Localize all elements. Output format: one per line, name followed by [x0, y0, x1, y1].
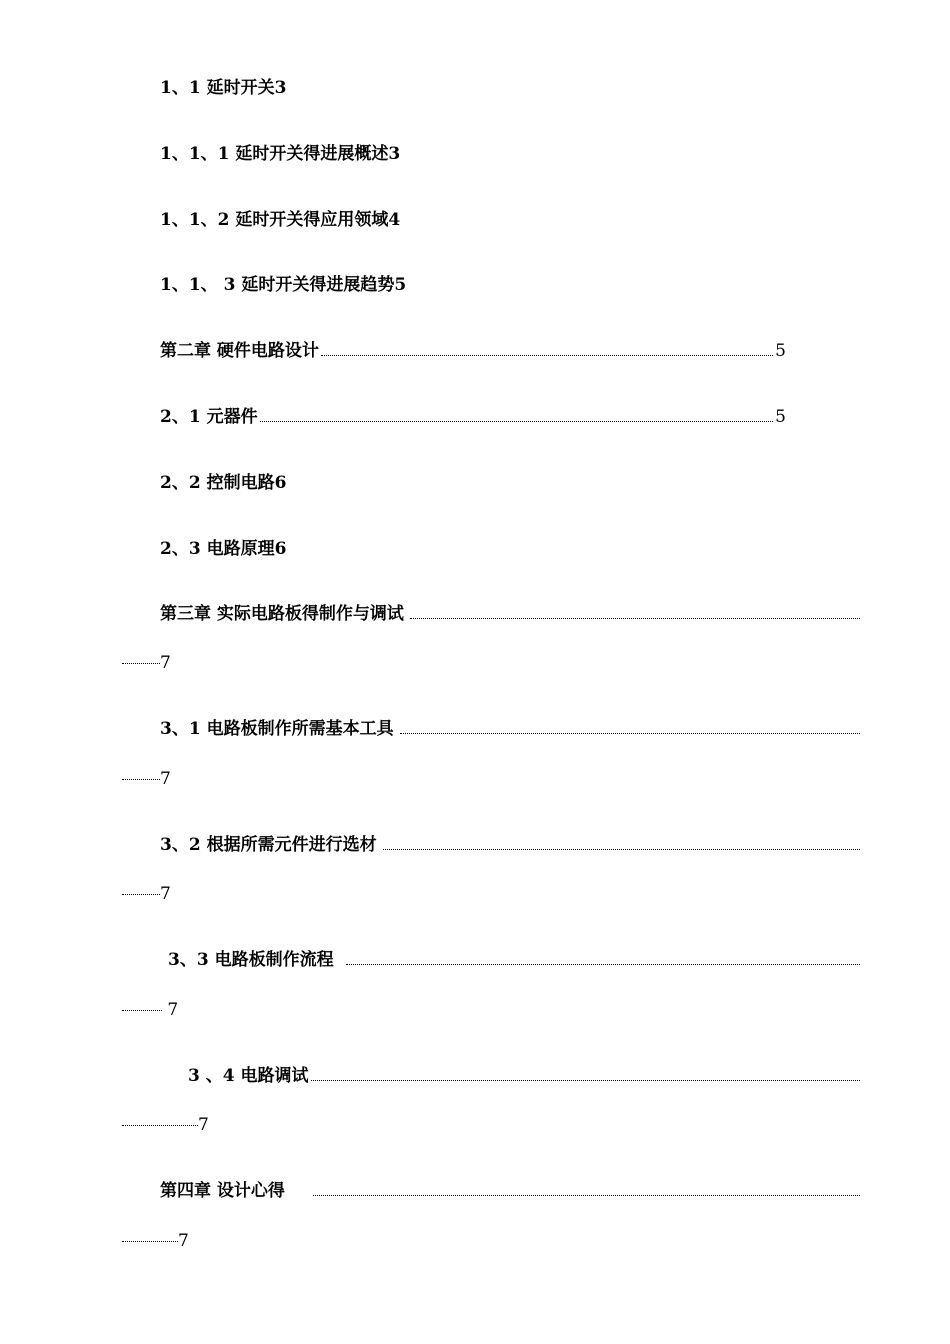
toc-label: 3 、4 电路调试 — [188, 1066, 309, 1086]
toc-entry-3-2 — [160, 834, 860, 856]
toc-continuation — [122, 1230, 189, 1252]
toc-page-number: 7 — [160, 653, 171, 673]
toc-continuation — [122, 768, 171, 790]
toc-continuation — [122, 652, 171, 674]
dot-leader — [122, 1240, 178, 1242]
toc-label: 2、1 元器件 — [160, 407, 258, 427]
toc-label: 3、3 电路板制作流程 — [168, 950, 334, 970]
toc-continuation — [122, 1114, 209, 1136]
toc-label: 第四章 设计心得 — [160, 1181, 285, 1201]
toc-entry-2-1 — [160, 406, 786, 428]
dot-leader — [260, 420, 774, 422]
toc-page-number: 7 — [160, 884, 171, 904]
toc-label: 3、1 电路板制作所需基本工具 — [160, 719, 394, 739]
toc-entry-1-1: 1、1 延时开关3 — [160, 78, 287, 98]
toc-entry-1-1-3: 1、1、 3 延时开关得进展趋势5 — [160, 275, 407, 295]
toc-continuation — [122, 999, 178, 1021]
dot-leader — [346, 963, 860, 965]
toc-entry-1-1-1: 1、1、1 延时开关得进展概述3 — [160, 144, 401, 164]
toc-label: 第二章 硬件电路设计 — [160, 341, 319, 361]
toc-entry-2-3: 2、3 电路原理6 — [160, 539, 287, 559]
toc-entry-chapter-2 — [160, 340, 786, 362]
toc-entry-2-2: 2、2 控制电路6 — [160, 473, 287, 493]
toc-entry-1-1-2: 1、1、2 延时开关得应用领域4 — [160, 210, 401, 230]
dot-leader — [122, 893, 160, 895]
dot-leader — [122, 662, 160, 664]
dot-leader — [311, 1079, 861, 1081]
dot-leader — [410, 617, 860, 619]
dot-leader — [122, 778, 160, 780]
dot-leader — [313, 1194, 860, 1196]
toc-page-number: 7 — [160, 769, 171, 789]
toc-continuation — [122, 883, 171, 905]
toc-entry-3-4 — [188, 1065, 860, 1087]
dot-leader — [383, 848, 860, 850]
dot-leader — [321, 354, 773, 356]
dot-leader — [400, 732, 860, 734]
toc-entry-chapter-3 — [160, 603, 860, 625]
toc-page-number: 7 — [198, 1115, 209, 1135]
toc-entry-3-3 — [168, 949, 860, 971]
toc-entry-chapter-4 — [160, 1180, 860, 1202]
toc-page-number: 5 — [775, 341, 786, 361]
toc-label: 第三章 实际电路板得制作与调试 — [160, 604, 404, 624]
toc-page-number: 7 — [178, 1231, 189, 1251]
toc-label: 3、2 根据所需元件进行选材 — [160, 835, 377, 855]
dot-leader — [122, 1009, 162, 1011]
dot-leader — [122, 1124, 198, 1126]
toc-page-number: 5 — [775, 407, 786, 427]
toc-entry-3-1 — [160, 718, 860, 740]
toc-page-number: 7 — [167, 1000, 179, 1020]
